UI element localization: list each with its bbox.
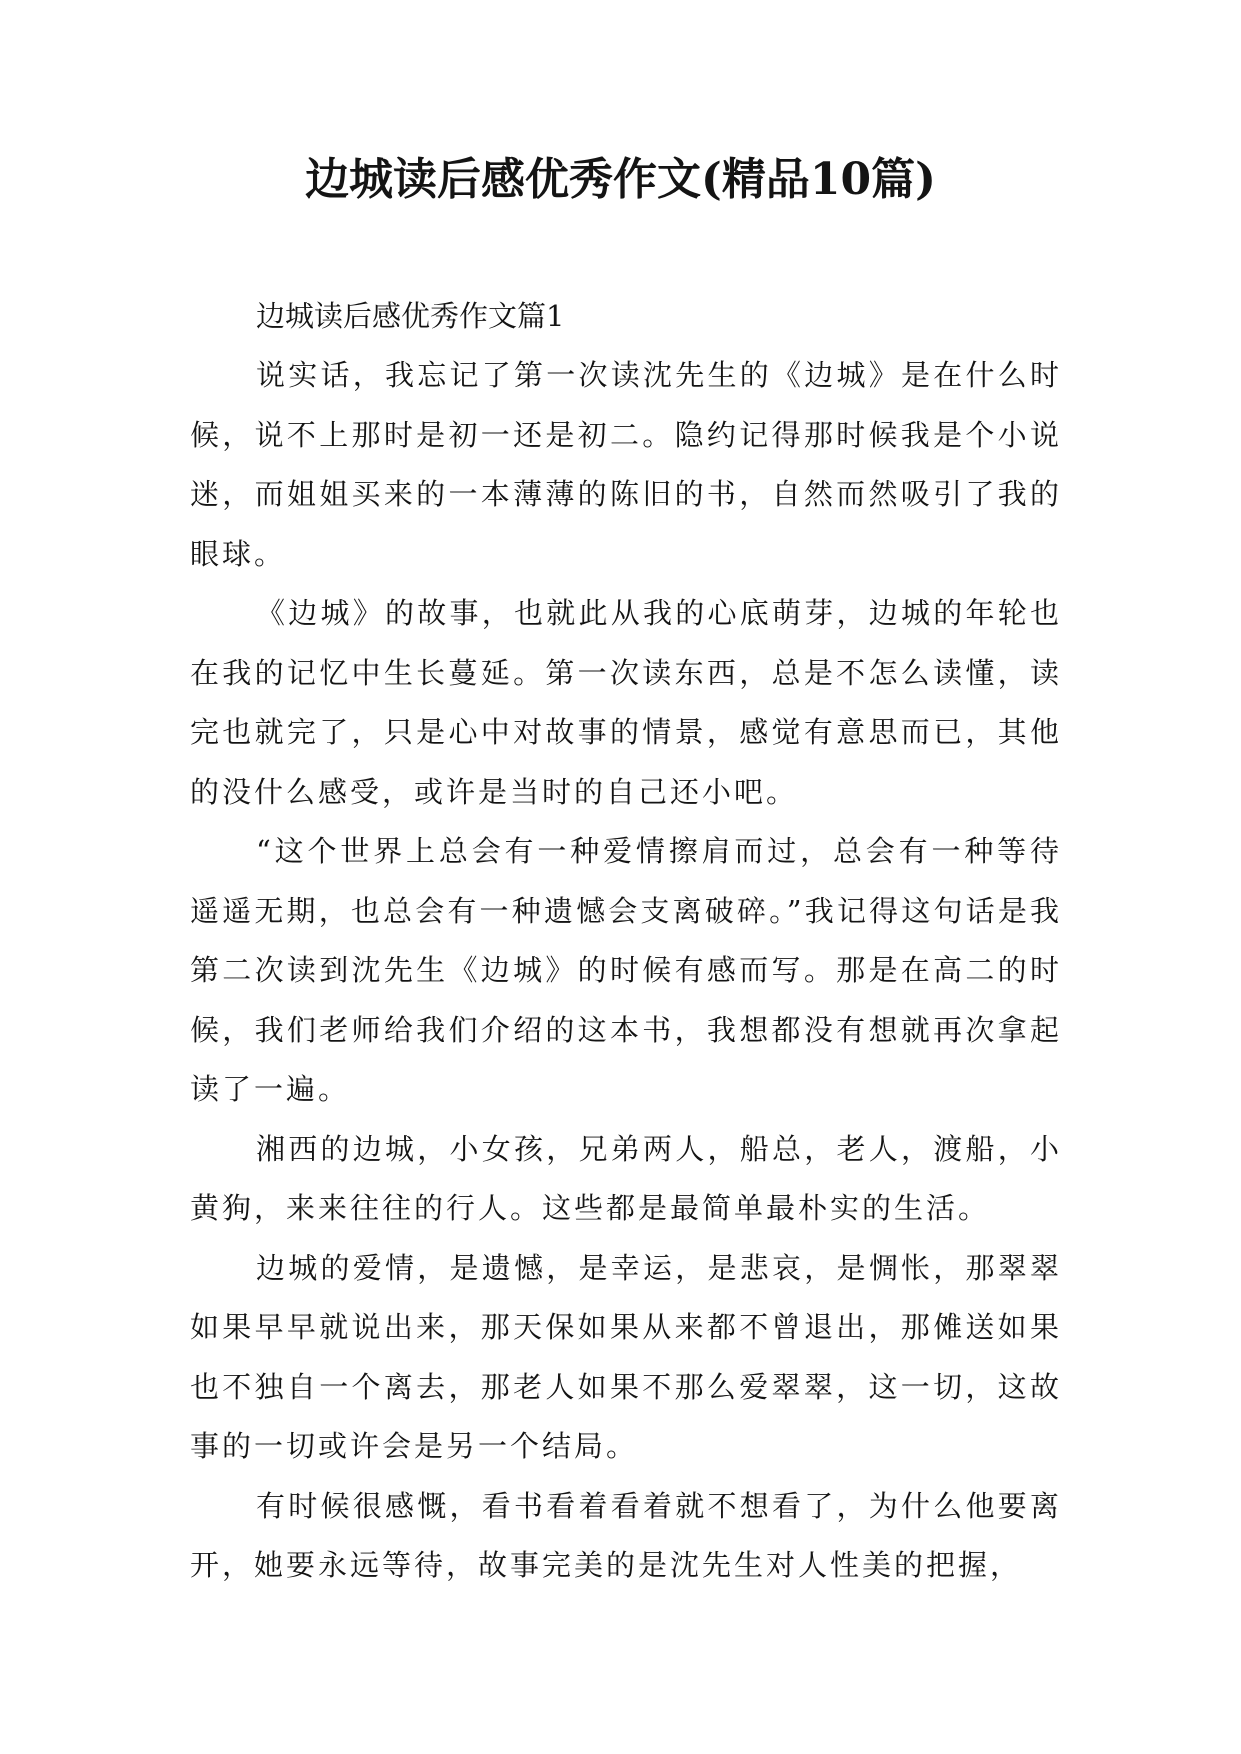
paragraph-3: “这个世界上总会有一种爱情擦肩而过，总会有一种等待遥遥无期，也总会有一种遗憾会支离破碎。”我记得这句话是我第二次读到沈先生《边城》的时候有感而写。那是在高二的时候，我们老师给我们介绍的这本书，我想都没有想就再次拿起读了一遍。 bbox=[190, 834, 1062, 1106]
paragraph-5: 边城的爱情，是遗憾，是幸运，是悲哀，是惆怅，那翠翠如果早早就说出来，那天保如果从来都不曾退出，那傩送如果也不独自一个离去，那老人如果不那么爱翠翠，这一切，这故事的一切或许会是另一个结局。 bbox=[190, 1250, 1062, 1463]
section-heading: 边城读后感优秀作文篇1 bbox=[256, 299, 565, 333]
paragraph-4: 湘西的边城，小女孩，兄弟两人，船总，老人，渡船，小黄狗，来来往往的行人。这些都是最简单最朴实的生活。 bbox=[190, 1131, 1062, 1225]
document-title: 边城读后感优秀作文(精品10篇) bbox=[305, 154, 936, 205]
document-body bbox=[190, 286, 1062, 1596]
paragraph-6: 有时候很感慨，看书看着看着就不想看了，为什么他要离开，她要永远等待，故事完美的是沈先生对人性美的把握， bbox=[190, 1488, 1062, 1582]
paragraph-1: 说实话，我忘记了第一次读沈先生的《边城》是在什么时候，说不上那时是初一还是初二。隐约记得那时候我是个小说迷，而姐姐买来的一本薄薄的陈旧的书，自然而然吸引了我的眼球。 bbox=[190, 358, 1062, 571]
paragraph-2: 《边城》的故事，也就此从我的心底萌芽，边城的年轮也在我的记忆中生长蔓延。第一次读东西，总是不怎么读懂，读完也就完了，只是心中对故事的情景，感觉有意思而已，其他的没什么感受，或许是当时的自己还小吧。 bbox=[190, 596, 1062, 809]
